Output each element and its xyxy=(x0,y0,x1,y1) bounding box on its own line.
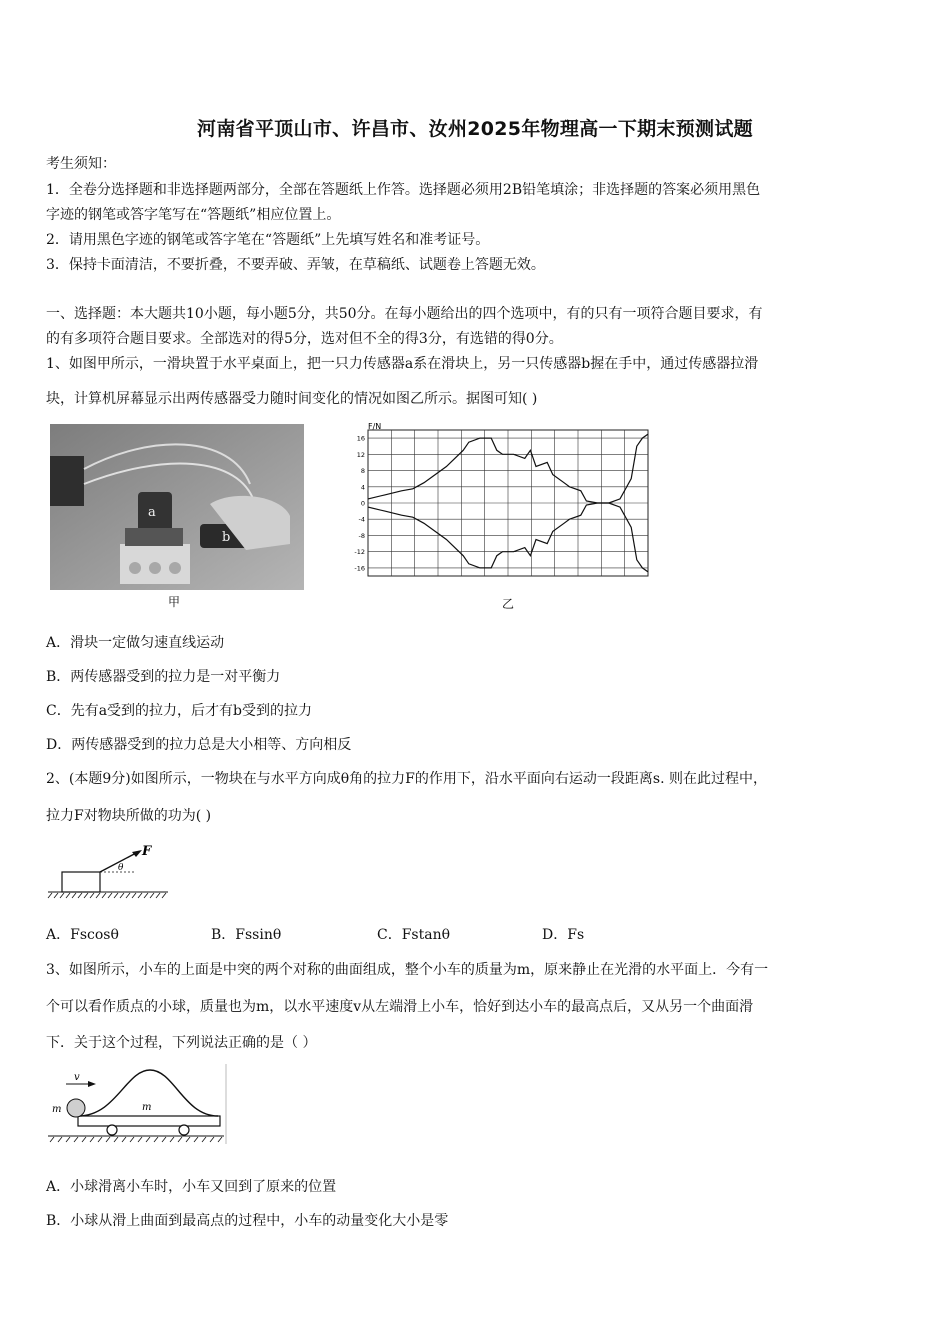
ball-mass-label: m xyxy=(52,1104,62,1115)
chart-ytick-label: -12 xyxy=(354,548,365,557)
chart-ytick-label: 12 xyxy=(356,450,365,459)
section-intro: 一、选择题：本大题共10小题，每小题5分，共50分。在每小题给出的四个选项中，有的只有一项符合题目要求，有 xyxy=(46,306,763,322)
chart-yticks xyxy=(354,435,365,573)
q1-option-c: C．先有a受到的拉力，后才有b受到的拉力 xyxy=(46,703,313,719)
q2-option-b: B．Fssinθ xyxy=(211,927,282,943)
question-3-stem: 个可以看作质点的小球，质量也为m，以水平速度v从左端滑上小车，恰好到达小车的最高点后，又从另一个曲面滑 xyxy=(46,999,754,1015)
chart-ytick-label: 4 xyxy=(360,483,365,492)
q3-option-a: A．小球滑离小车时，小车又回到了原来的位置 xyxy=(46,1179,337,1195)
chart-ytick-label: -8 xyxy=(358,531,365,540)
chart-ylabel: F/N xyxy=(368,422,382,431)
question-3-stem: 下．关于这个过程，下列说法正确的是（ ） xyxy=(46,1035,317,1051)
q2-option-a: A．Fscosθ xyxy=(46,927,119,943)
figure-photo-sensors xyxy=(50,424,304,590)
page-title: 河南省平顶山市、许昌市、汝州2025年物理高一下期末预测试题 xyxy=(197,118,753,140)
force-time-chart xyxy=(350,420,650,588)
section-intro: 的有多项符合题目要求。全部选对的得5分，选对但不全的得3分，有选错的得0分。 xyxy=(46,331,563,347)
sensor-b-label: b xyxy=(222,530,231,545)
q1-option-d: D．两传感器受到的拉力总是大小相等、方向相反 xyxy=(46,737,352,753)
notice-item: 1．全卷分选择题和非选择题两部分，全部在答题纸上作答。选择题必须用2B铅笔填涂；非选择题的答案必须用黑色 xyxy=(46,182,761,198)
question-2-stem: 2、(本题9分)如图所示，一物块在与水平方向成θ角的拉力F的作用下，沿水平面向右运动一段距离s. 则在此过程中， xyxy=(46,771,767,787)
question-1-stem: 块，计算机屏幕显示出两传感器受力随时间变化的情况如图乙所示。据图可知( ) xyxy=(46,391,538,407)
q1-option-b: B．两传感器受到的拉力是一对平衡力 xyxy=(46,669,281,685)
figure-cart-ball xyxy=(46,1062,230,1146)
notice-item: 2．请用黑色字迹的钢笔或答字笔在“答题纸”上先填写姓名和准考证号。 xyxy=(46,232,490,248)
question-3-stem: 3、如图所示，小车的上面是中突的两个对称的曲面组成，整个小车的质量为m，原来静止在光滑的水平面上．今有一 xyxy=(46,962,769,978)
q2-option-d: D．Fs xyxy=(542,927,585,943)
angle-label: θ xyxy=(118,863,124,873)
cart-mass-label: m xyxy=(142,1102,152,1113)
sensor-a-label: a xyxy=(148,505,156,520)
figure-caption-left: 甲 xyxy=(168,595,181,609)
chart-ytick-label: 16 xyxy=(356,434,365,443)
q3-option-b: B．小球从滑上曲面到最高点的过程中，小车的动量变化大小是零 xyxy=(46,1213,449,1229)
force-label: F xyxy=(142,844,152,859)
velocity-label: v xyxy=(74,1072,80,1083)
chart-ytick-label: 0 xyxy=(360,499,365,508)
figure-block-force xyxy=(46,840,176,900)
chart-ytick-label: -4 xyxy=(358,515,365,524)
q2-option-c: C．Fstanθ xyxy=(377,927,451,943)
question-2-stem: 拉力F对物块所做的功为( ) xyxy=(46,808,212,824)
q1-option-a: A．滑块一定做匀速直线运动 xyxy=(46,635,225,651)
chart-ytick-label: -16 xyxy=(354,564,365,573)
question-1-stem: 1、如图甲所示，一滑块置于水平桌面上，把一只力传感器a系在滑块上，另一只传感器b握在手中，通过传感器拉滑 xyxy=(46,356,759,372)
notice-item: 3．保持卡面清洁，不要折叠，不要弄破、弄皱，在草稿纸、试题卷上答题无效。 xyxy=(46,257,545,273)
figure-caption-right: 乙 xyxy=(502,597,515,611)
chart-ytick-label: 8 xyxy=(360,467,365,476)
notice-heading: 考生须知： xyxy=(46,156,116,172)
notice-item: 字迹的钢笔或答字笔写在“答题纸”相应位置上。 xyxy=(46,207,341,223)
